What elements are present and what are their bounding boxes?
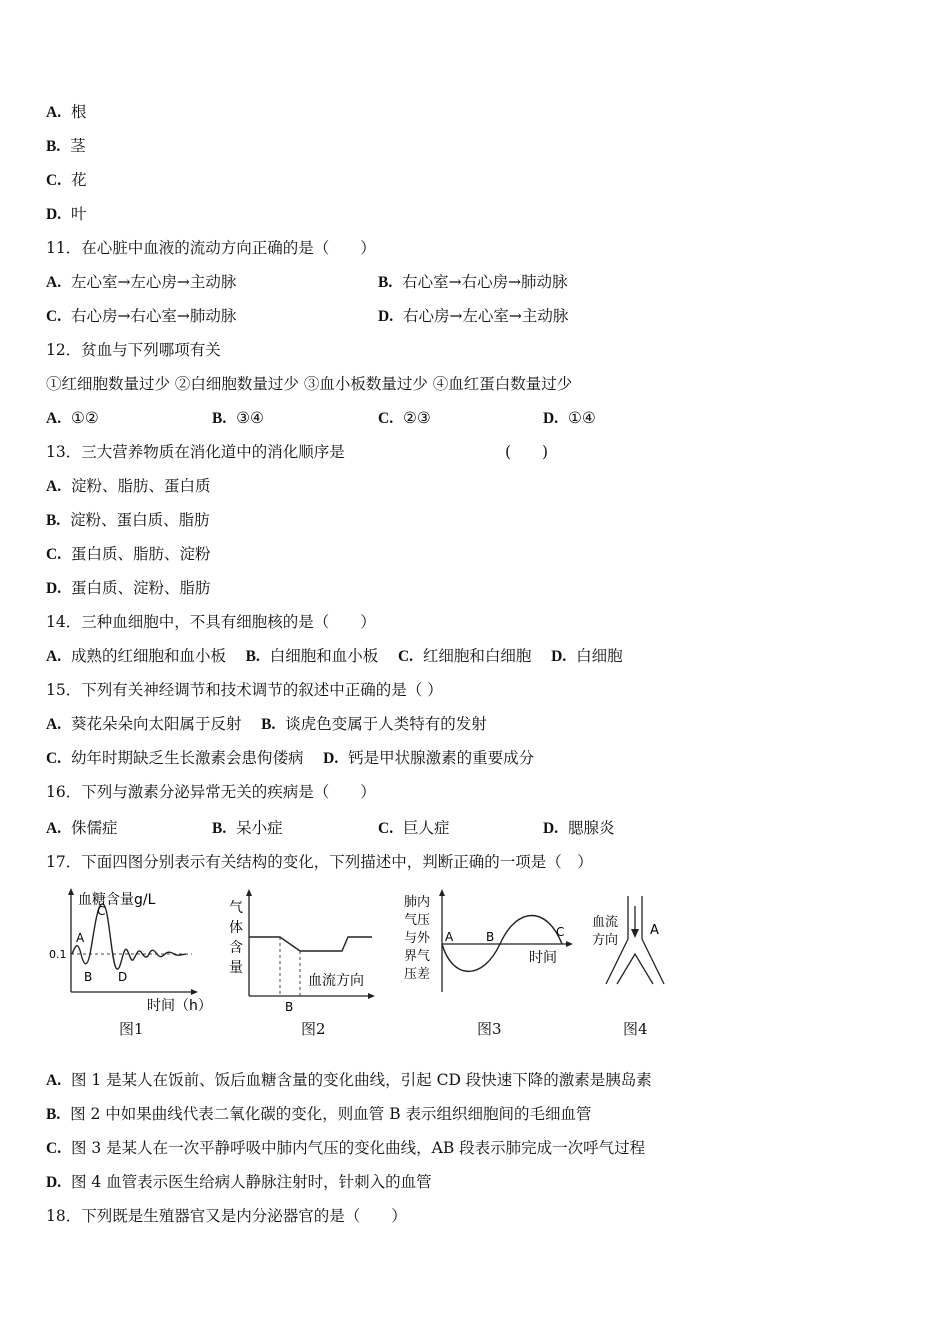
fig2-ylabel-3: 含 <box>229 940 243 956</box>
fig3-ylabel-1: 肺内 <box>404 895 431 910</box>
fig2-y-arrow <box>246 889 252 896</box>
fig3-ylabel-4: 界气 <box>404 949 431 964</box>
fig1-point-a: A <box>76 931 85 945</box>
fig3-point-c: C <box>556 925 565 939</box>
fig2-ylabel-1: 气 <box>229 900 243 916</box>
q17-option-c: C. 图 3 是某人在一次平静呼吸中肺内气压的变化曲线，AB 段表示肺完成一次呼气过程 <box>46 1139 646 1157</box>
q12-option-b: B. ③④ <box>212 409 264 427</box>
fig3-y-arrow <box>439 889 445 896</box>
fig4-point-a: A <box>650 923 659 938</box>
fig3-point-b: B <box>486 930 495 944</box>
figure-3-caption: 图3 <box>477 1020 502 1038</box>
fig3-point-a: A <box>445 930 454 944</box>
fig1-point-d: D <box>118 970 128 984</box>
figure-2-caption: 图2 <box>301 1020 326 1038</box>
fig2-ylabel-4: 量 <box>229 960 243 976</box>
question-12-items: ①红细胞数量过少 ②白细胞数量过少 ③血小板数量过少 ④血红蛋白数量过少 <box>46 375 573 393</box>
fig4-branch-inner <box>617 954 653 984</box>
fig3-ylabel-3: 与外 <box>404 931 431 946</box>
fig3-ylabel-5: 压差 <box>404 967 431 982</box>
q14-options: A. 成熟的红细胞和血小板 B. 白细胞和血小板 C. 红细胞和白细胞 D. 白细胞 <box>46 647 623 665</box>
q16-option-a: A. 侏儒症 <box>46 819 118 837</box>
figure-2-gas-content <box>222 884 382 1014</box>
figure-1-blood-sugar <box>44 884 212 1014</box>
q13-option-d: D. 蛋白质、淀粉、脂肪 <box>46 579 211 597</box>
question-17-stem: 17．下面四图分别表示有关结构的变化，下列描述中，判断正确的一项是（ ） <box>46 853 593 871</box>
fig4-flow-arrowhead <box>631 929 639 938</box>
option-c: C. 花 <box>46 171 87 189</box>
fig1-x-arrow <box>191 989 198 995</box>
figure-4-caption: 图4 <box>623 1020 648 1038</box>
fig2-x-arrow <box>368 993 375 999</box>
figure-1-caption: 图1 <box>119 1020 144 1038</box>
fig1-y-arrow <box>68 888 74 895</box>
option-a: A. 根 <box>46 103 87 121</box>
q12-option-d: D. ①④ <box>543 409 596 427</box>
q11-option-b: B. 右心室→右心房→肺动脉 <box>378 273 568 291</box>
fig1-curve <box>72 904 186 969</box>
figure-3-lung-pressure <box>402 884 582 1014</box>
fig2-curve <box>249 937 372 951</box>
fig3-ylabel-2: 气压 <box>404 913 431 928</box>
question-11-stem: 11．在心脏中血液的流动方向正确的是（ ） <box>46 239 376 257</box>
fig1-point-c: C <box>97 904 106 918</box>
option-b: B. 茎 <box>46 137 86 155</box>
fig3-x-arrow <box>566 941 573 947</box>
fig3-xlabel: 时间 <box>529 950 557 966</box>
q16-option-d: D. 腮腺炎 <box>543 819 615 837</box>
question-13-stem: 13．三大营养物质在消化道中的消化顺序是 <box>46 443 345 461</box>
figure-4-blood-vessel <box>586 884 681 1014</box>
fig4-label-2: 方向 <box>592 933 619 948</box>
q12-option-a: A. ①② <box>46 409 99 427</box>
q11-option-a: A. 左心室→左心房→主动脉 <box>46 273 237 291</box>
fig1-ylabel: 血糖含量g/L <box>78 892 156 908</box>
q13-option-b: B. 淀粉、蛋白质、脂肪 <box>46 511 210 529</box>
q17-option-a: A. 图 1 是某人在饭前、饭后血糖含量的变化曲线，引起 CD 段快速下降的激素是胰岛素 <box>46 1071 652 1089</box>
fig2-xlabel: 血流方向 <box>308 973 364 989</box>
fig1-ytick: 0.1 <box>49 948 67 961</box>
q11-option-d: D. 右心房→左心室→主动脉 <box>378 307 569 325</box>
q17-option-d: D. 图 4 血管表示医生给病人静脉注射时，针刺入的血管 <box>46 1173 432 1191</box>
question-12-stem: 12．贫血与下列哪项有关 <box>46 341 221 359</box>
question-18-stem: 18．下列既是生殖器官又是内分泌器官的是（ ） <box>46 1207 407 1225</box>
fig1-xlabel: 时间（h） <box>147 998 212 1014</box>
q11-option-c: C. 右心房→右心室→肺动脉 <box>46 307 237 325</box>
fig1-point-b: B <box>84 970 93 984</box>
fig2-ylabel-2: 体 <box>229 920 243 936</box>
option-d: D. 叶 <box>46 205 87 223</box>
q13-option-a: A. 淀粉、脂肪、蛋白质 <box>46 477 211 495</box>
fig4-branch-outer-right <box>642 939 664 984</box>
q16-option-c: C. 巨人症 <box>378 819 450 837</box>
fig2-point-b: B <box>285 1000 294 1014</box>
question-15-stem: 15．下列有关神经调节和技术调节的叙述中正确的是（ ） <box>46 681 443 699</box>
q17-option-b: B. 图 2 中如果曲线代表二氧化碳的变化，则血管 B 表示组织细胞间的毛细血管 <box>46 1105 592 1123</box>
q15-options-ab: A. 葵花朵朵向太阳属于反射 B. 谈虎色变属于人类特有的发射 <box>46 715 487 733</box>
q15-options-cd: C. 幼年时期缺乏生长激素会患佝偻病 D. 钙是甲状腺激素的重要成分 <box>46 749 535 767</box>
q16-option-b: B. 呆小症 <box>212 819 283 837</box>
fig4-label-1: 血流 <box>592 915 619 930</box>
q12-option-c: C. ②③ <box>378 409 431 427</box>
q13-option-c: C. 蛋白质、脂肪、淀粉 <box>46 545 211 563</box>
question-14-stem: 14．三种血细胞中，不具有细胞核的是（ ） <box>46 613 376 631</box>
question-16-stem: 16．下列与激素分泌异常无关的疾病是（ ） <box>46 783 376 801</box>
question-13-blank: ( ) <box>505 443 549 461</box>
